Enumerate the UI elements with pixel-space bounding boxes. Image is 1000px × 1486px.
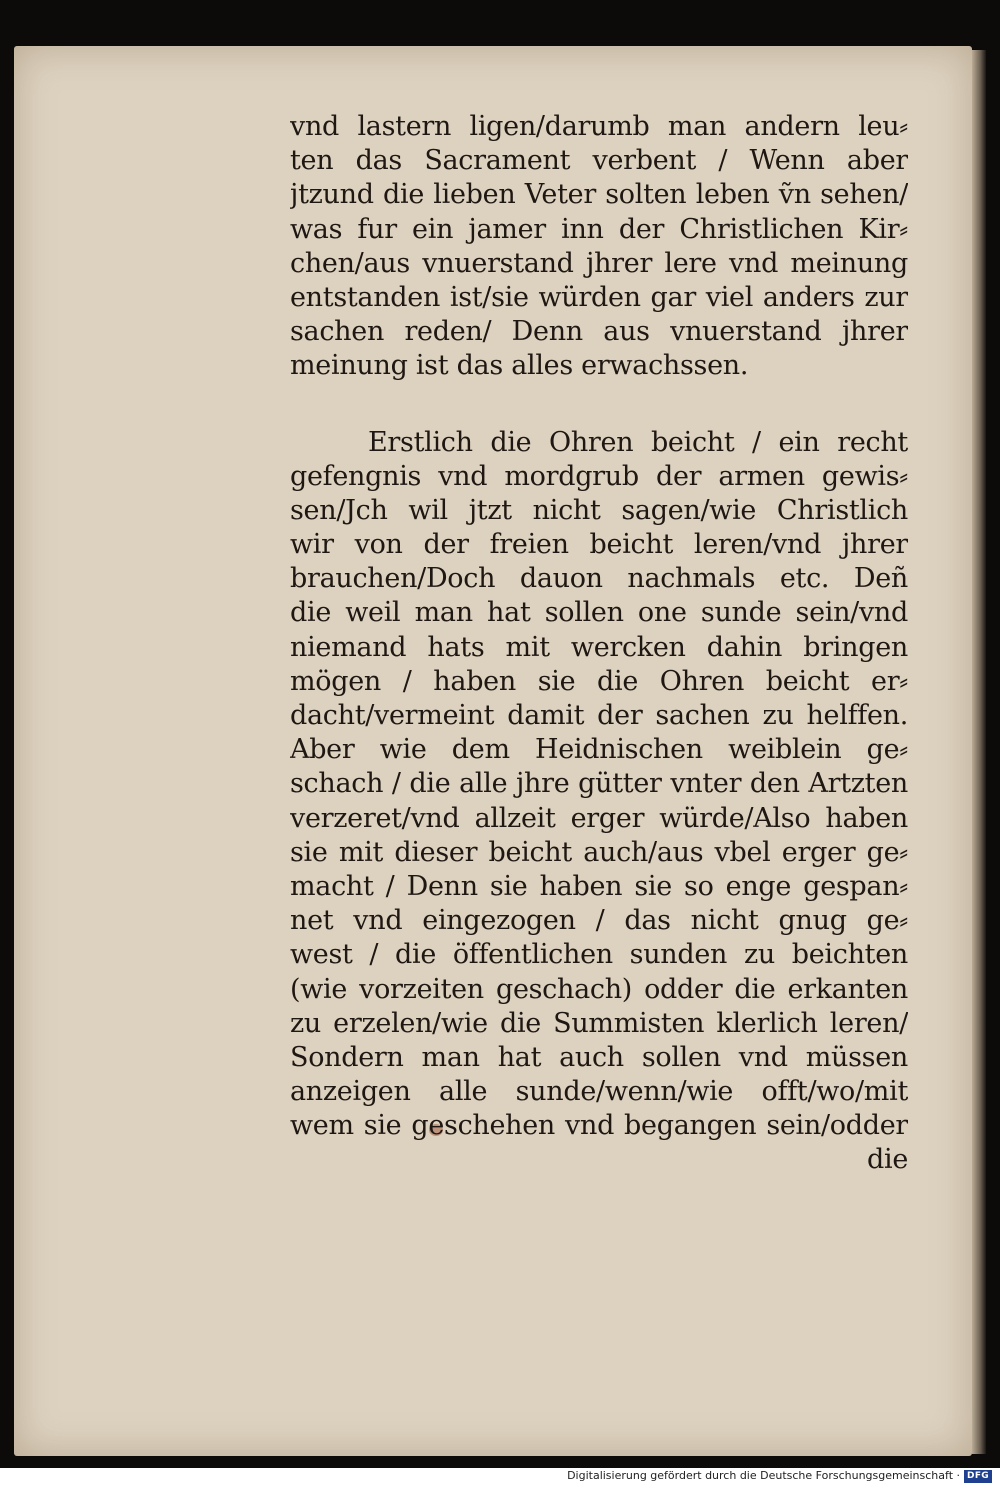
text-line: anzeigen alle sunde/wenn/wie offt/wo/mit (290, 1076, 908, 1108)
paragraph-2 (290, 426, 908, 1144)
text-line: meinung ist das alles erwachssen. (290, 350, 749, 382)
text-line: schach / die alle jhre gütter vnter den Artzten (290, 768, 908, 800)
text-line: sie mit dieser beicht auch/aus vbel erger ge⸗ (290, 836, 908, 868)
text-line: dacht/vermeint damit der sachen zu helffen. (290, 700, 908, 731)
text-line: wir von der freien beicht leren/vnd jhrer (290, 529, 908, 561)
text-line: macht / Denn sie haben sie so enge gespan⸗ (290, 870, 908, 902)
text-line: was fur ein jamer inn der Christlichen Kir⸗ (290, 213, 908, 245)
text-line: Aber wie dem Heidnischen weiblein ge⸗ (290, 734, 908, 766)
text-line: net vnd eingezogen / das nicht gnug ge⸗ (290, 905, 908, 937)
text-line: entstanden ist/sie würden gar viel anders zur (290, 281, 908, 313)
text-line: mögen / haben sie die Ohren beicht er⸗ (290, 665, 908, 697)
text-line: vnd lastern ligen/darumb man andern leu⸗ (290, 111, 908, 142)
text-line: Sondern man hat auch sollen vnd müssen (290, 1041, 908, 1073)
dfg-logo: DFG (964, 1470, 992, 1483)
page-text (290, 110, 908, 1178)
text-line: verzeret/vnd allzeit erger würde/Also haben (290, 802, 908, 834)
page-edge (972, 50, 986, 1454)
paragraph-gap (290, 384, 908, 426)
text-line: chen/aus vnuerstand jhrer lere vnd meinung (290, 247, 908, 279)
text-line: brauchen/Doch dauon nachmals etc. Deñ (290, 563, 908, 595)
text-line: zu erzelen/wie die Summisten klerlich leren/ (290, 1007, 908, 1039)
catchword: die (867, 1144, 908, 1176)
text-line: Erstlich die Ohren beicht / ein recht (368, 426, 908, 458)
text-line: wem sie geschehen vnd begangen sein/odder (290, 1110, 908, 1142)
text-line: ten das Sacrament verbent / Wenn aber (290, 145, 908, 177)
text-line: sachen reden/ Denn aus vnuerstand jhrer (290, 316, 908, 348)
text-line: die weil man hat sollen one sunde sein/vnd (290, 597, 908, 629)
footer-credit: Digitalisierung gefördert durch die Deutsche Forschungsgemeinschaft · (567, 1469, 960, 1482)
paragraph-1 (290, 110, 908, 384)
text-line: gefengnis vnd mordgrub der armen gewis⸗ (290, 460, 908, 492)
footer-bar (0, 1468, 1000, 1486)
text-line: jtzund die lieben Veter solten leben ṽn sehen/ (290, 179, 908, 211)
text-line: (wie vorzeiten geschach) odder die erkanten (290, 973, 908, 1005)
text-line: niemand hats mit wercken dahin bringen (290, 631, 908, 663)
text-line: west / die öffentlichen sunden zu beichten (290, 939, 908, 971)
text-line: sen/Jch wil jtzt nicht sagen/wie Christlich (290, 494, 908, 526)
